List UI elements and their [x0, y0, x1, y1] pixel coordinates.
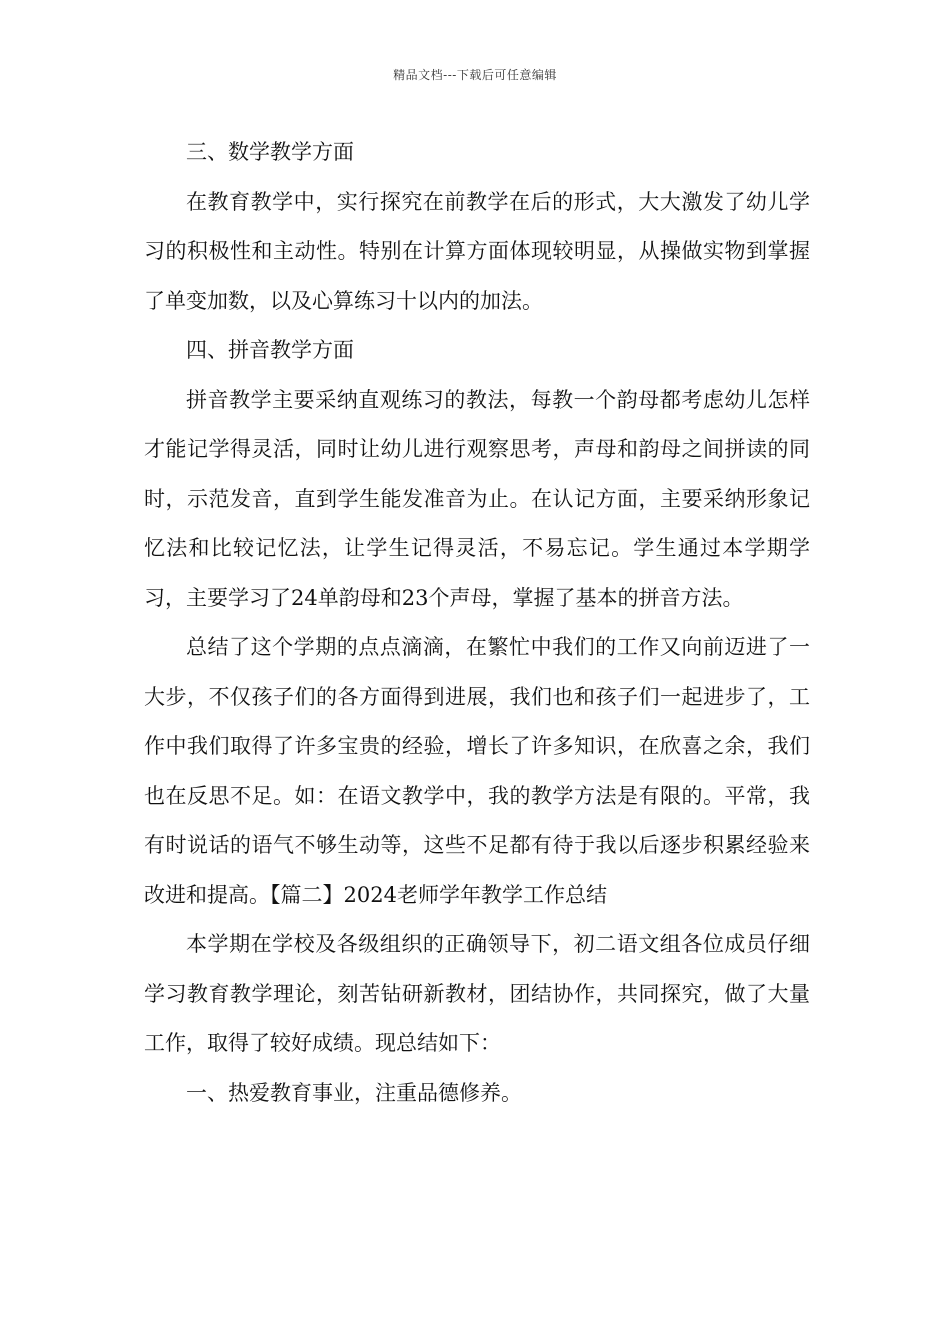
paragraph-summary: 总结了这个学期的点点滴滴，在繁忙中我们的工作又向前迈进了一大步，不仅孩子们的各方面得到进展，我们也和孩子们一起进步了，工作中我们取得了许多宝贵的经验，增长了许多知识，在欣喜之余，我们也在反思不足。如：在语文教学中，我的教学方法是有限的。平常，我有时说话的语气不够生动等，这些不足都有待于我以后逐步积累经验来改进和提高。【篇二】2024老师学年教学工作总结	[144, 635, 810, 907]
section-heading-education: 一、热爱教育事业，注重品德修养。	[186, 1080, 522, 1105]
section-heading-math: 三、数学教学方面	[186, 140, 354, 164]
document-body	[144, 128, 810, 1118]
paragraph-pinyin-teaching: 拼音教学主要采纳直观练习的教法，每教一个韵母都考虑幼儿怎样才能记学得灵活，同时让幼儿进行观察思考，声母和韵母之间拼读的同时，示范发音，直到学生能发准音为止。在认记方面，主要采纳形象记忆法和比较记忆法，让学生记得灵活，不易忘记。学生通过本学期学习，主要学习了24单韵母和23个声母，掌握了基本的拼音方法。	[144, 387, 810, 610]
paragraph-math-teaching: 在教育教学中，实行探究在前教学在后的形式，大大激发了幼儿学习的积极性和主动性。特别在计算方面体现较明显，从操做实物到掌握了单变加数，以及心算练习十以内的加法。	[144, 189, 810, 313]
section-heading-pinyin: 四、拼音教学方面	[186, 338, 354, 362]
page-header: 精品文档---下载后可任意编辑	[393, 68, 557, 82]
paragraph-semester-intro: 本学期在学校及各级组织的正确领导下，初二语文组各位成员仔细学习教育教学理论，刻苦钻研新教材，团结协作，共同探究，做了大量工作，取得了较好成绩。现总结如下：	[144, 932, 810, 1055]
